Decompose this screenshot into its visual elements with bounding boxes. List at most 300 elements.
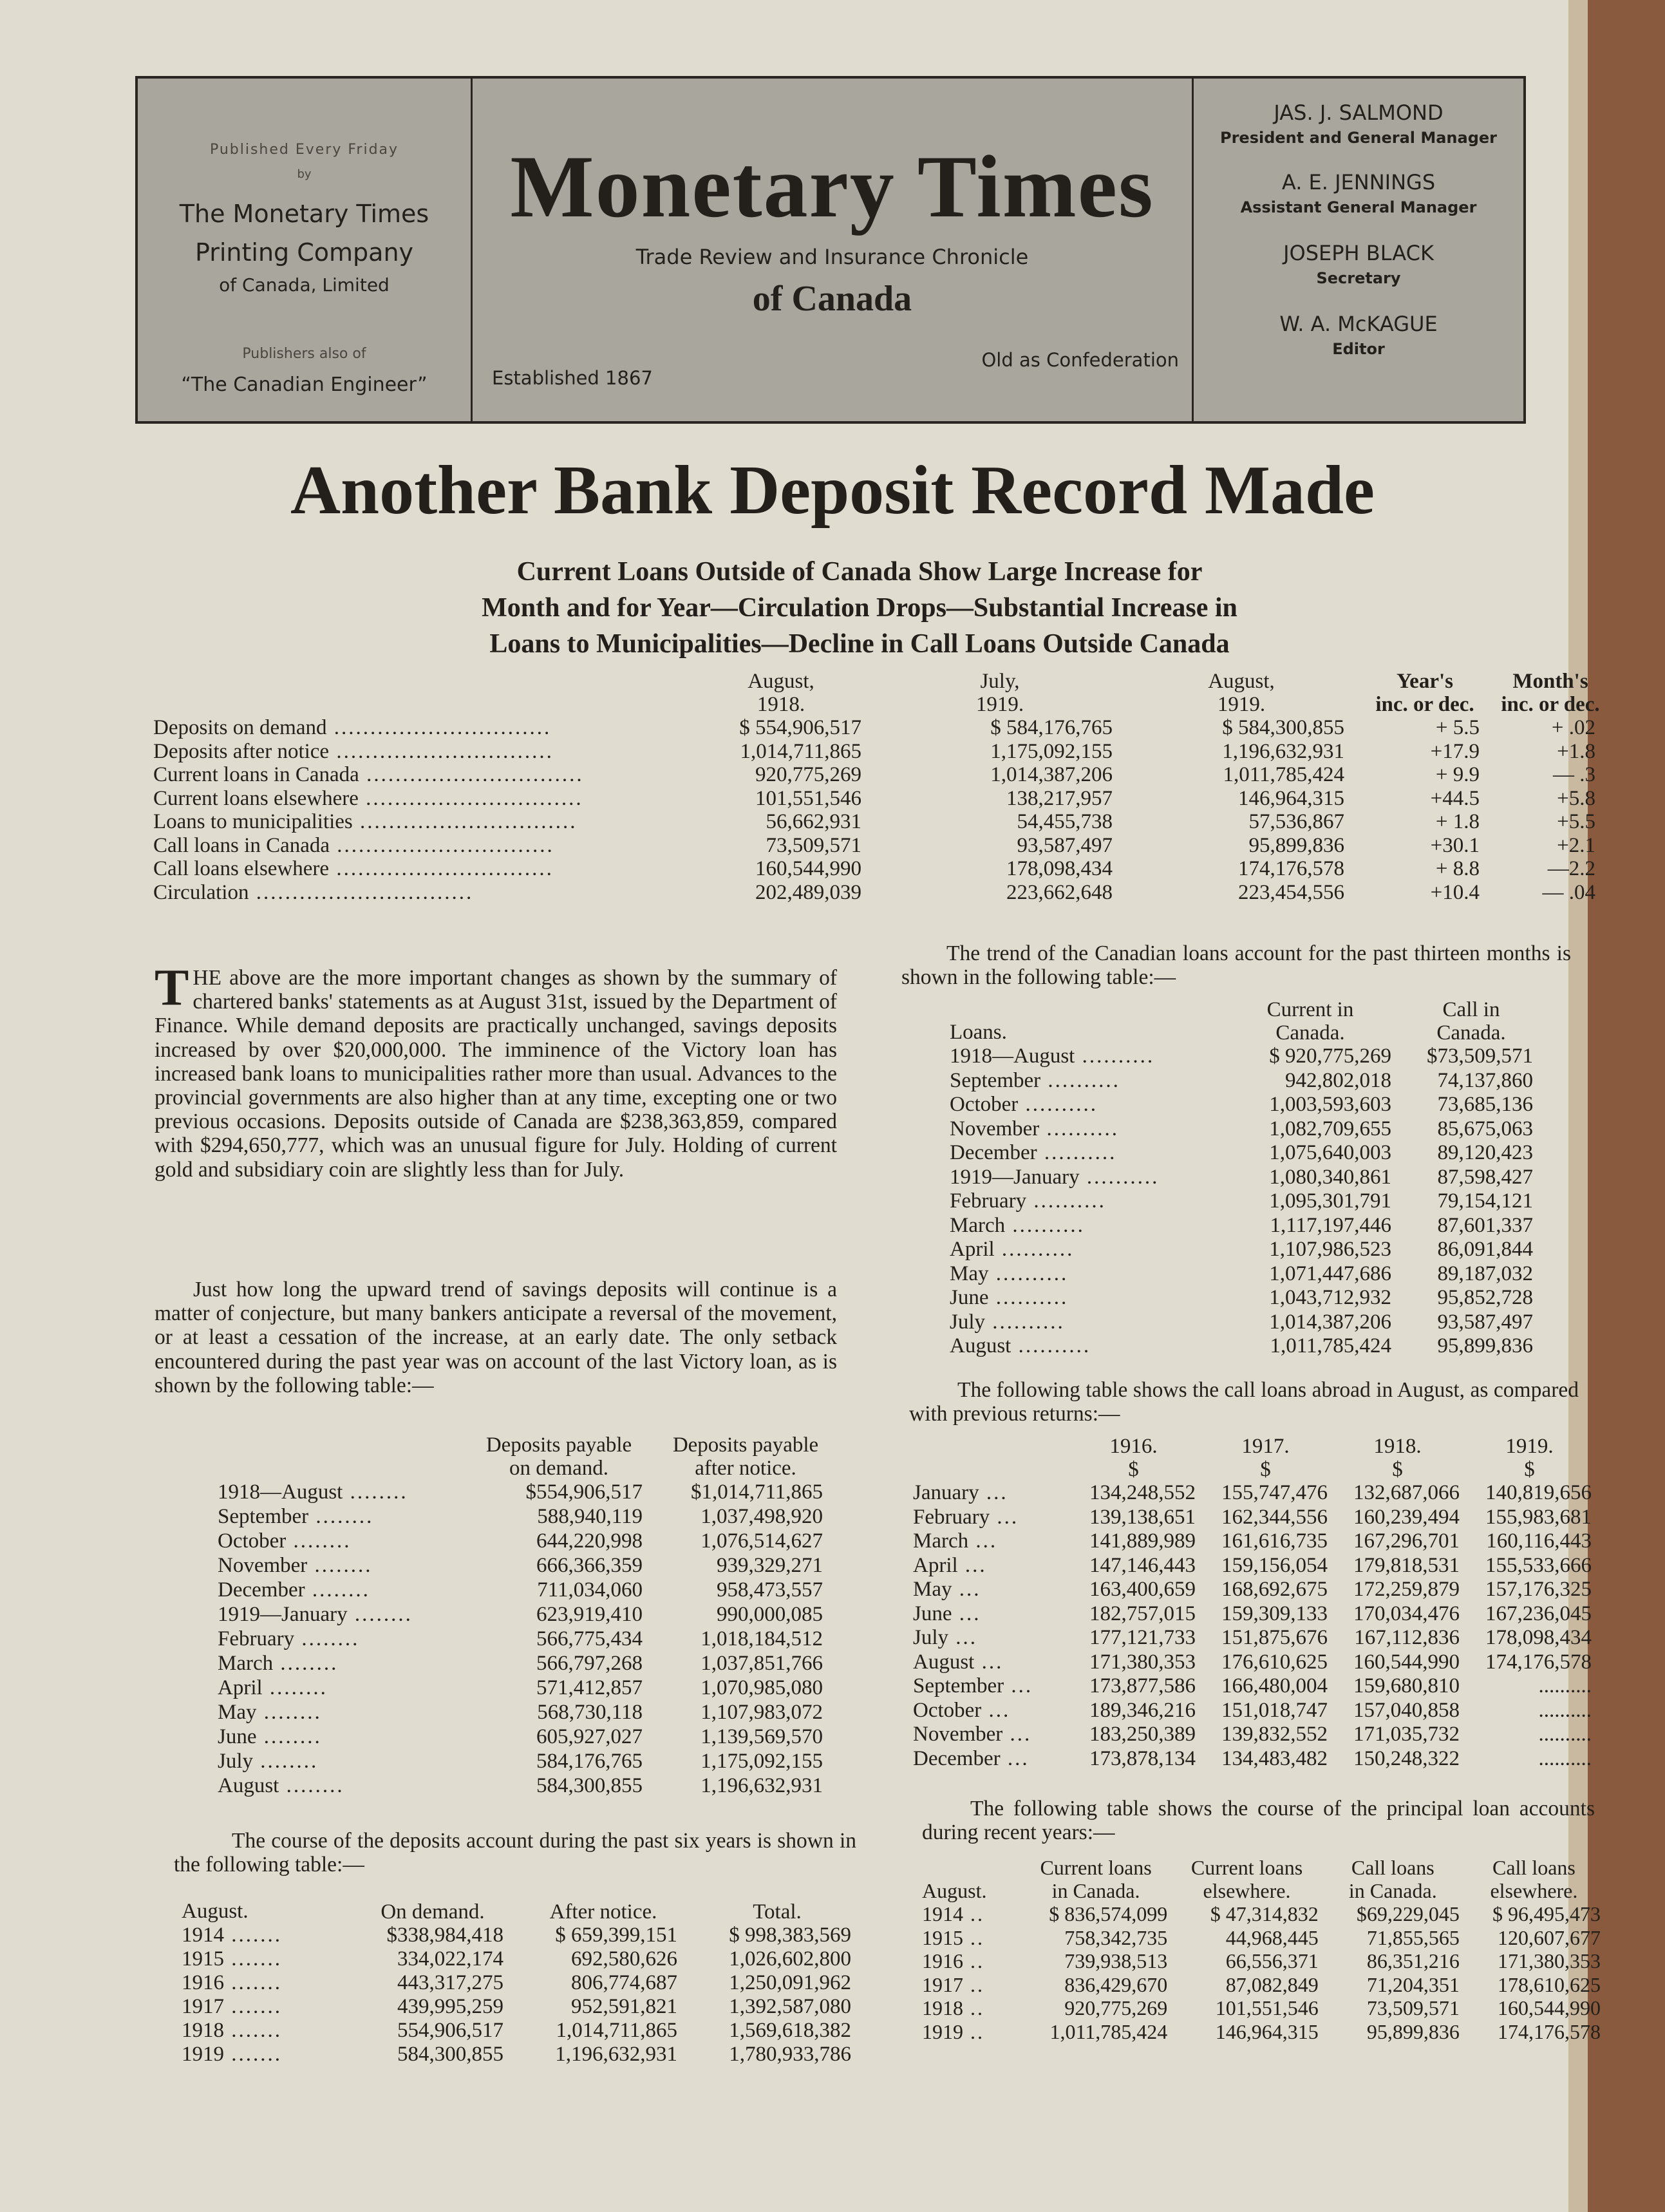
table-cell: 171,035,732 xyxy=(1353,1723,1460,1746)
paragraph-2: Just how long the upward trend of savings deposits will continue is a matter of conjecture, but many bankers anticipate a reversal of the movement, or at least a cessation of the increase, at an early date. The only setback encountered during the past year was on account of the last Victory loan, as is shown by the following table:— xyxy=(155,1278,837,1397)
canadian-engineer: “The Canadian Engineer” xyxy=(181,373,428,396)
table-cell: 174,176,578 xyxy=(1498,2019,1601,2043)
leader-dots: .............................. xyxy=(359,763,584,786)
table-cell: 87,598,427 xyxy=(1437,1165,1533,1189)
table-cell: 173,877,586 xyxy=(1089,1674,1196,1697)
principal-header: Call loans in Canada. xyxy=(1348,1856,1437,1902)
table-row xyxy=(182,1924,864,1947)
table-cell: 71,855,565 xyxy=(1366,1925,1460,1949)
table-cell: 160,544,990 xyxy=(755,857,861,880)
table-cell: +10.4 xyxy=(1430,880,1480,904)
table-row xyxy=(913,1650,1595,1675)
table-cell: 334,022,174 xyxy=(397,1947,503,1971)
row-label: June xyxy=(913,1602,952,1625)
table-cell: 952,591,821 xyxy=(571,1995,677,2018)
leader-dots: .......... xyxy=(1018,1093,1098,1116)
table-cell: .......... xyxy=(1538,1746,1592,1770)
table-cell: +1.8 xyxy=(1557,739,1595,763)
table-cell: 758,342,735 xyxy=(1064,1925,1168,1949)
table-cell: 86,351,216 xyxy=(1366,1949,1460,1972)
row-label: Loans to municipalities xyxy=(153,810,353,833)
leader-dots: ....... xyxy=(224,2043,282,2066)
table-row xyxy=(153,740,1608,764)
row-label: April xyxy=(950,1238,995,1261)
masthead-center xyxy=(473,79,1194,421)
leader-dots: .. xyxy=(963,1972,984,1996)
article-headline: Another Bank Deposit Record Made xyxy=(290,452,1375,529)
table-cell: + 1.8 xyxy=(1435,810,1480,833)
table-cell: 179,818,531 xyxy=(1353,1553,1460,1577)
masthead-publisher xyxy=(138,79,473,421)
table-cell: + .02 xyxy=(1551,716,1595,739)
leader-dots: ... xyxy=(952,1602,981,1625)
table-cell: 160,239,494 xyxy=(1353,1505,1460,1529)
row-label: July xyxy=(218,1750,254,1773)
table-cell: 623,919,410 xyxy=(536,1603,643,1626)
summary-header-row xyxy=(153,670,1608,716)
row-label: September xyxy=(950,1068,1041,1092)
row-label: February xyxy=(950,1189,1027,1213)
table-cell: +2.1 xyxy=(1557,833,1595,857)
table-cell: + 8.8 xyxy=(1435,857,1480,880)
trend-header-row xyxy=(950,998,1542,1045)
table-cell: 159,156,054 xyxy=(1221,1553,1328,1577)
table-cell: 1,043,712,932 xyxy=(1269,1286,1391,1309)
officer-1-name: JAS. J. SALMOND xyxy=(1274,100,1444,125)
leader-dots: .......... xyxy=(1039,1117,1120,1140)
row-label: December xyxy=(913,1746,1001,1770)
row-label: August xyxy=(913,1650,975,1674)
row-label: January xyxy=(913,1481,979,1504)
row-label: October xyxy=(950,1093,1019,1116)
table-cell: 1,139,569,570 xyxy=(701,1725,823,1748)
table-cell: 178,610,625 xyxy=(1498,1972,1601,1996)
table-cell: 1,018,184,512 xyxy=(701,1627,823,1650)
row-label: December xyxy=(950,1141,1037,1164)
masthead xyxy=(135,76,1526,424)
leader-dots: .......... xyxy=(1011,1334,1091,1357)
table-cell: 87,082,849 xyxy=(1225,1972,1319,1996)
table-cell: 73,509,571 xyxy=(1366,1996,1460,2019)
table-row xyxy=(913,1699,1595,1723)
table-cell: 1,026,602,800 xyxy=(729,1947,851,1971)
leader-dots: .......... xyxy=(988,1286,1069,1309)
table-cell: 1,011,785,424 xyxy=(1223,763,1344,786)
leader-dots: .. xyxy=(963,1902,984,1925)
table-cell: +44.5 xyxy=(1430,786,1480,810)
table-cell: 1,196,632,931 xyxy=(1222,739,1344,763)
table-cell: 806,774,687 xyxy=(571,1971,677,1994)
row-label: February xyxy=(913,1505,990,1529)
officer-4-role: Editor xyxy=(1332,340,1385,358)
table-cell: 1,011,785,424 xyxy=(1270,1334,1391,1357)
table-cell: 167,236,045 xyxy=(1485,1602,1592,1625)
table-cell: 174,176,578 xyxy=(1238,857,1344,880)
table-row xyxy=(182,1971,864,1995)
paragraph-6: The following table shows the course of the principal loan accounts during recent years:— xyxy=(922,1797,1595,1845)
table-cell: 44,968,445 xyxy=(1225,1925,1319,1949)
table-row xyxy=(218,1480,836,1504)
row-label: April xyxy=(218,1676,263,1699)
table-cell: 588,940,119 xyxy=(537,1505,643,1528)
table-cell: $ 584,300,855 xyxy=(1222,716,1344,739)
table-cell: 151,875,676 xyxy=(1221,1626,1328,1649)
leader-dots: ........ xyxy=(308,1505,374,1528)
table-cell: $338,984,418 xyxy=(386,1924,503,1947)
summary-header: Month's inc. or dec. xyxy=(1501,670,1600,716)
leader-dots: .......... xyxy=(1005,1213,1085,1237)
table-cell: 177,121,733 xyxy=(1089,1626,1196,1649)
table-cell: 1,011,785,424 xyxy=(1049,2019,1168,2043)
publishers-also: Publishers also of xyxy=(242,346,366,362)
table-row xyxy=(218,1700,836,1725)
leader-dots: ... xyxy=(957,1553,987,1577)
table-cell: 1,003,593,603 xyxy=(1269,1093,1391,1116)
table-cell: 141,889,989 xyxy=(1089,1529,1196,1553)
course-header: On demand. xyxy=(381,1900,485,1924)
leader-dots: .............................. xyxy=(249,880,474,904)
abroad-header: 1917. $ xyxy=(1241,1435,1290,1481)
table-cell: $ 998,383,569 xyxy=(729,1924,851,1947)
leader-dots: ........ xyxy=(307,1554,373,1577)
table-cell: 1,082,709,655 xyxy=(1269,1117,1391,1140)
row-label: 1914 xyxy=(182,1924,224,1947)
table-row xyxy=(218,1504,836,1529)
leader-dots: ........ xyxy=(305,1578,370,1602)
course-header: After notice. xyxy=(549,1900,657,1924)
table-row xyxy=(950,1286,1542,1310)
leader-dots: .......... xyxy=(1026,1189,1106,1213)
table-cell: 176,610,625 xyxy=(1221,1650,1328,1674)
row-label: November xyxy=(913,1723,1003,1746)
masthead-subtitle: Trade Review and Insurance Chronicle xyxy=(635,245,1029,269)
table-cell: 584,300,855 xyxy=(397,2043,503,2066)
table-row xyxy=(153,787,1608,811)
leader-dots: ... xyxy=(1002,1723,1032,1746)
table-row xyxy=(913,1747,1595,1772)
table-cell: 1,196,632,931 xyxy=(701,1774,823,1797)
table-row xyxy=(922,1973,1604,1997)
table-cell: +30.1 xyxy=(1430,833,1480,857)
table-cell: +5.5 xyxy=(1557,810,1595,833)
table-cell: 939,329,271 xyxy=(717,1554,823,1577)
leader-dots: ........ xyxy=(347,1603,413,1626)
row-label: November xyxy=(950,1117,1040,1140)
leader-dots: .......... xyxy=(1040,1068,1120,1092)
table-cell: $ 96,495,473 xyxy=(1492,1902,1601,1925)
leader-dots: ... xyxy=(981,1698,1011,1722)
table-cell: 1,037,851,766 xyxy=(701,1652,823,1675)
table-cell: 134,248,552 xyxy=(1089,1481,1196,1504)
table-row xyxy=(218,1553,836,1578)
row-label: 1916 xyxy=(182,1971,224,1994)
table-cell: 89,187,032 xyxy=(1437,1262,1533,1285)
paragraph-3: The course of the deposits account during the past six years is shown in the following table:— xyxy=(174,1829,856,1877)
row-label: September xyxy=(218,1505,309,1528)
principal-header: Call loans elsewhere. xyxy=(1490,1856,1578,1902)
row-label: 1918—August xyxy=(218,1480,343,1504)
table-cell: 711,034,060 xyxy=(537,1578,643,1602)
table-cell: .......... xyxy=(1538,1723,1592,1746)
leader-dots: ....... xyxy=(224,1947,282,1971)
row-label: October xyxy=(913,1698,982,1722)
table-cell: 1,392,587,080 xyxy=(729,1995,851,2018)
table-cell: 571,412,857 xyxy=(536,1676,643,1699)
table-row xyxy=(913,1529,1595,1554)
table-cell: 120,607,677 xyxy=(1498,1925,1601,1949)
table-cell: 223,454,556 xyxy=(1238,880,1344,904)
trend-table xyxy=(950,998,1542,1359)
course-header: Total. xyxy=(753,1900,802,1924)
leader-dots: .. xyxy=(963,2019,984,2043)
row-label: 1918 xyxy=(182,2019,224,2042)
table-cell: 942,802,018 xyxy=(1285,1068,1391,1092)
paragraph-4: The trend of the Canadian loans account for the past thirteen months is shown in the following table:— xyxy=(901,941,1571,990)
trend-header: Loans. xyxy=(950,1020,1007,1044)
table-cell: 584,176,765 xyxy=(536,1750,643,1773)
masthead-title: Monetary Times xyxy=(510,137,1154,236)
row-label: April xyxy=(913,1553,958,1577)
leader-dots: ... xyxy=(968,1529,998,1553)
table-cell: 443,317,275 xyxy=(397,1971,503,1994)
table-cell: 101,551,546 xyxy=(755,786,861,810)
row-label: 1914 xyxy=(922,1902,963,1925)
table-cell: .......... xyxy=(1538,1698,1592,1722)
table-row xyxy=(153,834,1608,858)
table-cell: 57,536,867 xyxy=(1248,810,1344,833)
table-cell: 1,070,985,080 xyxy=(701,1676,823,1699)
table-cell: 171,380,353 xyxy=(1089,1650,1196,1674)
table-row xyxy=(922,1926,1604,1950)
table-cell: 958,473,557 xyxy=(717,1578,823,1602)
leader-dots: ... xyxy=(952,1578,981,1601)
principal-header: Current loans in Canada. xyxy=(1040,1856,1152,1902)
leader-dots: ........ xyxy=(262,1676,328,1699)
table-cell: 1,107,986,523 xyxy=(1269,1238,1391,1261)
row-label: May xyxy=(950,1262,989,1285)
publisher-name-3: of Canada, Limited xyxy=(219,274,390,296)
leader-dots: ........ xyxy=(279,1774,344,1797)
row-label: June xyxy=(218,1725,257,1748)
table-cell: 554,906,517 xyxy=(397,2019,503,2042)
officer-2-role: Assistant General Manager xyxy=(1240,198,1477,216)
table-cell: 87,601,337 xyxy=(1437,1213,1533,1237)
table-cell: 1,014,387,206 xyxy=(1269,1310,1391,1334)
table-row xyxy=(913,1626,1595,1650)
table-row xyxy=(950,1189,1542,1214)
leader-dots: .............................. xyxy=(352,810,578,833)
leader-dots: ... xyxy=(979,1481,1008,1504)
officer-2-name: A. E. JENNINGS xyxy=(1281,170,1436,194)
published-line: Published Every Friday xyxy=(209,142,399,158)
table-cell: — .04 xyxy=(1542,880,1595,904)
row-label: 1916 xyxy=(922,1949,963,1972)
table-cell: — .3 xyxy=(1553,763,1595,786)
table-row xyxy=(153,857,1608,881)
established: Established 1867 xyxy=(492,367,653,389)
table-cell: 160,544,990 xyxy=(1353,1650,1460,1674)
leader-dots: .............................. xyxy=(326,716,552,739)
table-cell: 1,076,514,627 xyxy=(701,1529,823,1553)
row-label: May xyxy=(218,1701,257,1724)
summary-header: August, 1919. xyxy=(1208,670,1275,716)
table-cell: 150,248,322 xyxy=(1353,1746,1460,1770)
table-cell: 86,091,844 xyxy=(1437,1238,1533,1261)
table-cell: $ 584,176,765 xyxy=(990,716,1113,739)
table-cell: 151,018,747 xyxy=(1221,1698,1328,1722)
table-cell: 1,037,498,920 xyxy=(701,1505,823,1528)
paragraph-5: The following table shows the call loans abroad in August, as compared with previous returns:— xyxy=(909,1378,1579,1426)
table-row xyxy=(913,1674,1595,1699)
table-cell: 566,775,434 xyxy=(536,1627,643,1650)
row-label: August xyxy=(950,1334,1011,1357)
table-row xyxy=(182,2019,864,2043)
table-cell: 1,196,632,931 xyxy=(555,2043,677,2066)
table-cell: 95,852,728 xyxy=(1437,1286,1533,1309)
table-row xyxy=(950,1141,1542,1166)
table-cell: 157,040,858 xyxy=(1353,1698,1460,1722)
summary-header: Year's inc. or dec. xyxy=(1375,670,1474,716)
table-cell: 85,675,063 xyxy=(1437,1117,1533,1140)
old-as-confederation: Old as Confederation xyxy=(981,349,1179,371)
leader-dots: ....... xyxy=(224,1971,282,1994)
table-cell: $ 47,314,832 xyxy=(1210,1902,1319,1925)
table-cell: 163,400,659 xyxy=(1089,1578,1196,1601)
table-cell: 147,146,443 xyxy=(1089,1553,1196,1577)
leader-dots: .............................. xyxy=(330,833,554,857)
table-cell: 1,014,387,206 xyxy=(990,763,1113,786)
paragraph-1-text: the summary of chartered banks' statements as at August 31st, issued by the Department of Finance. While demand deposits are practically unchanged, savings deposits increased by over $20,000,000. The imminence of the Victory loan has increased bank loans to municipalities rather more than usual. Advances to the provincial governments are also higher than at any time, excepting one or two previous occasions. Deposits outside of Canada are $238,363,859, compared with $294,650,777, which was an unusual figure for July. Holding of current gold and subsidiary coin are slightly less than for July. xyxy=(155,966,837,1182)
table-cell: 146,964,315 xyxy=(1215,2019,1319,2043)
leader-dots: ... xyxy=(974,1650,1004,1674)
table-row xyxy=(218,1676,836,1700)
leader-dots: .............................. xyxy=(358,786,583,810)
summary-header: August, 1918. xyxy=(748,670,814,716)
table-cell: 56,662,931 xyxy=(766,810,861,833)
table-cell: 160,116,443 xyxy=(1486,1529,1592,1553)
table-cell: +5.8 xyxy=(1557,786,1595,810)
leader-dots: ... xyxy=(990,1505,1019,1529)
table-cell: 168,692,675 xyxy=(1221,1578,1328,1601)
leader-dots: .......... xyxy=(988,1262,1069,1285)
leader-dots: ... xyxy=(1000,1746,1030,1770)
table-cell: 584,300,855 xyxy=(536,1774,643,1797)
table-row xyxy=(218,1749,836,1773)
table-row xyxy=(218,1651,836,1676)
row-label: 1919—January xyxy=(218,1603,348,1626)
trend-header: Call in Canada. xyxy=(1436,998,1506,1045)
table-row xyxy=(950,1069,1542,1093)
officer-3-name: JOSEPH BLACK xyxy=(1283,241,1434,265)
table-cell: 605,927,027 xyxy=(536,1725,643,1748)
table-cell: 1,071,447,686 xyxy=(1269,1262,1391,1285)
subheadline-line-2: Month and for Year—Circulation Drops—Substantial Increase in xyxy=(482,593,1237,623)
row-label: 1917 xyxy=(182,1995,224,2018)
principal-table xyxy=(922,1856,1604,2043)
publisher-name-1: The Monetary Times xyxy=(179,200,429,228)
table-cell: 920,775,269 xyxy=(755,763,861,786)
row-label: May xyxy=(913,1578,952,1601)
table-cell: 178,098,434 xyxy=(1485,1626,1592,1649)
row-label: March xyxy=(913,1529,969,1553)
course-header-row xyxy=(182,1900,864,1924)
table-cell: 139,832,552 xyxy=(1221,1723,1328,1746)
leader-dots: ....... xyxy=(224,1924,282,1947)
table-cell: 1,095,301,791 xyxy=(1269,1189,1391,1213)
table-cell: 1,014,711,865 xyxy=(556,2019,677,2042)
masthead-of-canada: of Canada xyxy=(752,279,912,319)
leader-dots: ....... xyxy=(224,2019,282,2042)
table-cell: 739,938,513 xyxy=(1064,1949,1168,1972)
row-label: March xyxy=(950,1213,1006,1237)
course-table xyxy=(182,1900,864,2066)
row-label: July xyxy=(913,1626,949,1649)
table-cell: $69,229,045 xyxy=(1356,1902,1460,1925)
table-row xyxy=(913,1602,1595,1627)
table-cell: 1,075,640,003 xyxy=(1269,1141,1391,1164)
table-cell: 178,098,434 xyxy=(1006,857,1113,880)
table-cell: 134,483,482 xyxy=(1221,1746,1328,1770)
table-row xyxy=(950,1117,1542,1142)
table-cell: 182,757,015 xyxy=(1089,1602,1196,1625)
row-label: June xyxy=(950,1286,989,1309)
row-label: March xyxy=(218,1652,274,1675)
table-cell: —2.2 xyxy=(1547,857,1595,880)
abroad-table xyxy=(913,1435,1595,1771)
row-label: 1919 xyxy=(922,2019,963,2043)
table-cell: 1,175,092,155 xyxy=(701,1750,823,1773)
deposits-header-row xyxy=(218,1433,836,1480)
table-cell: 159,680,810 xyxy=(1353,1674,1460,1697)
table-cell: 138,217,957 xyxy=(1006,786,1113,810)
table-row xyxy=(218,1627,836,1651)
row-label: Deposits after notice xyxy=(153,739,330,763)
table-row xyxy=(182,1995,864,2019)
table-cell: 66,556,371 xyxy=(1225,1949,1319,1972)
row-label: 1918—August xyxy=(950,1045,1075,1068)
drop-cap: T xyxy=(155,959,189,1016)
table-row xyxy=(153,716,1608,740)
leader-dots: .......... xyxy=(1037,1141,1117,1164)
leader-dots: .......... xyxy=(1079,1165,1160,1189)
table-cell: 1,175,092,155 xyxy=(990,739,1113,763)
table-cell: 95,899,836 xyxy=(1248,833,1344,857)
table-cell: 171,380,353 xyxy=(1498,1949,1601,1972)
row-label: October xyxy=(218,1529,287,1553)
leader-dots: ... xyxy=(1004,1674,1033,1697)
leader-dots: .......... xyxy=(994,1238,1075,1261)
table-row xyxy=(218,1725,836,1749)
masthead-officers xyxy=(1194,79,1523,421)
table-cell: 73,685,136 xyxy=(1437,1093,1533,1116)
table-cell: 159,309,133 xyxy=(1221,1602,1328,1625)
abroad-header: 1918. $ xyxy=(1373,1435,1422,1481)
row-label: Current loans in Canada xyxy=(153,763,359,786)
table-cell: 73,509,571 xyxy=(766,833,861,857)
article-subheadline xyxy=(431,554,1288,662)
table-cell: 189,346,216 xyxy=(1089,1698,1196,1722)
table-row xyxy=(950,1262,1542,1287)
row-label: Call loans elsewhere xyxy=(153,857,330,880)
leader-dots: ........ xyxy=(294,1627,360,1650)
table-cell: 1,250,091,962 xyxy=(729,1971,851,1994)
row-label: Current loans elsewhere xyxy=(153,786,359,810)
row-label: 1919—January xyxy=(950,1165,1080,1189)
row-label: 1917 xyxy=(922,1972,963,1996)
table-cell: 79,154,121 xyxy=(1437,1189,1533,1213)
table-row xyxy=(950,1166,1542,1190)
table-cell: 155,747,476 xyxy=(1221,1481,1328,1504)
